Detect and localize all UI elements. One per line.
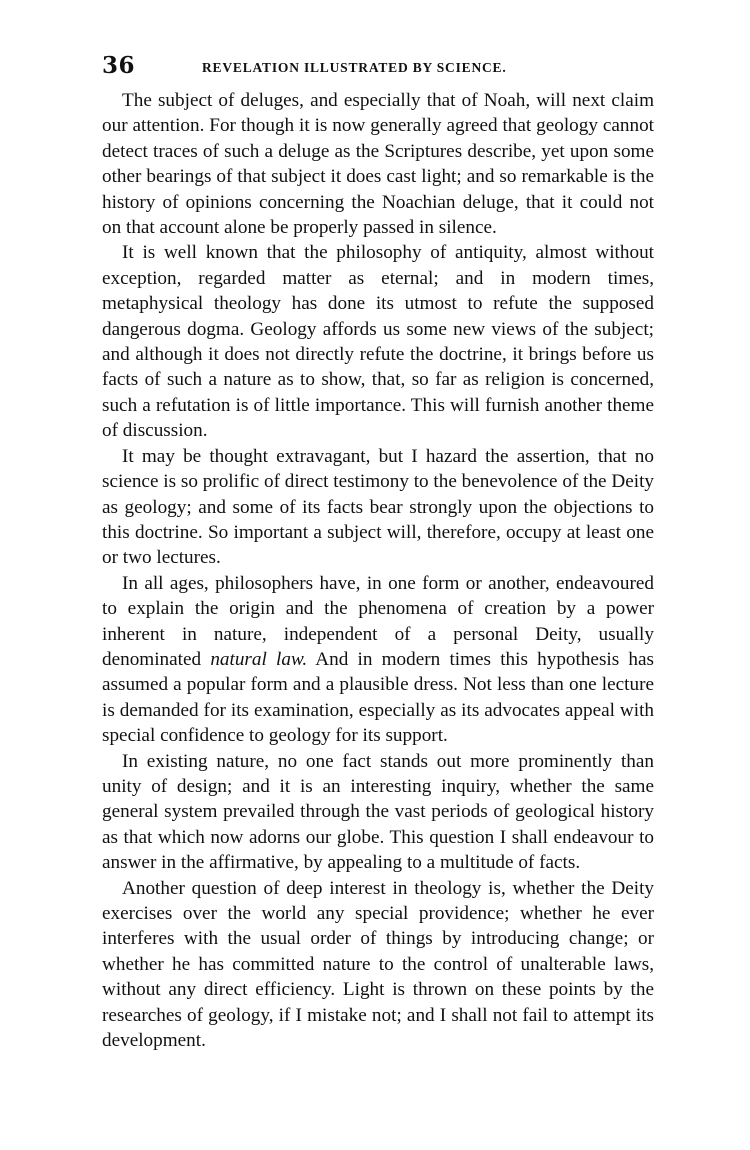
page-number: 36 xyxy=(102,52,136,79)
paragraph-benevolence: It may be thought extravagant, but I hazard the assertion, that no science is so prolific of direct testimony to the benevolence of the Deity as geology; and some of its facts bear strongly upon the objections to this doctrine. So important a subject will, therefore, occupy at least one or two lectures. xyxy=(102,445,654,569)
natural-law-emphasis: natural law. xyxy=(210,648,308,670)
paragraph-deluges: The subject of deluges, and especially that of Noah, will next claim our attention. For though it is now generally agreed that geology cannot detect traces of such a deluge as the Scriptures describe, yet upon some other bearings of that subject it does cast light; and so remarkable is the history of opinions concerning the Noachian deluge, that it could not on that account alone be properly passed in silence. xyxy=(102,90,654,239)
running-head xyxy=(102,52,654,88)
paragraph-eternity-of-matter: It is well known that the philosophy of antiquity, almost without exception, regarded matter as eternal; and in modern times, metaphysical theology has done its utmost to refute the supposed dangerous dogma. Geology affords us some new views of the subject; and although it does not directly refute the doctrine, it brings before us facts of such a nature as to show, that, so far as religion is concerned, such a refutation is of little importance. This will furnish another theme of discussion. xyxy=(102,242,654,442)
paragraph-natural-law-part2: And in modern times this hypothesis has assumed a popular form and a plausible dress. Not less than one lecture is demanded for its examination, especially as its advocates appeal with special confidence to geology for its support. xyxy=(102,648,654,747)
running-title: REVELATION ILLUSTRATED BY SCIENCE. xyxy=(202,60,507,75)
paragraph-unity-of-design: In existing nature, no one fact stands out more prominently than unity of design; and it is an interesting inquiry, whether the same general system prevailed through the vast periods of geological history as that which now adorns our globe. This question I shall endeavour to answer in the affirmative, by appealing to a multitude of facts. xyxy=(102,750,654,874)
paragraph-natural-law xyxy=(102,571,654,749)
paragraph-special-providence: Another question of deep interest in theology is, whether the Deity exercises over the world any special providence; whether he ever interferes with the usual order of things by introducing change; or whether he has committed nature to the control of unalterable laws, without any direct efficiency. Light is thrown on these points by the researches of geology, if I mistake not; and I shall not fail to attempt its development. xyxy=(102,877,654,1052)
body-text xyxy=(102,88,654,1053)
book-page xyxy=(102,52,654,1053)
paragraph-natural-law-part1: In all ages, philosophers have, in one form or another, endeavoured to explain the origin and the phenomena of creation by a power inherent in nature, independent of a personal Deity, usually denominated xyxy=(102,572,654,670)
